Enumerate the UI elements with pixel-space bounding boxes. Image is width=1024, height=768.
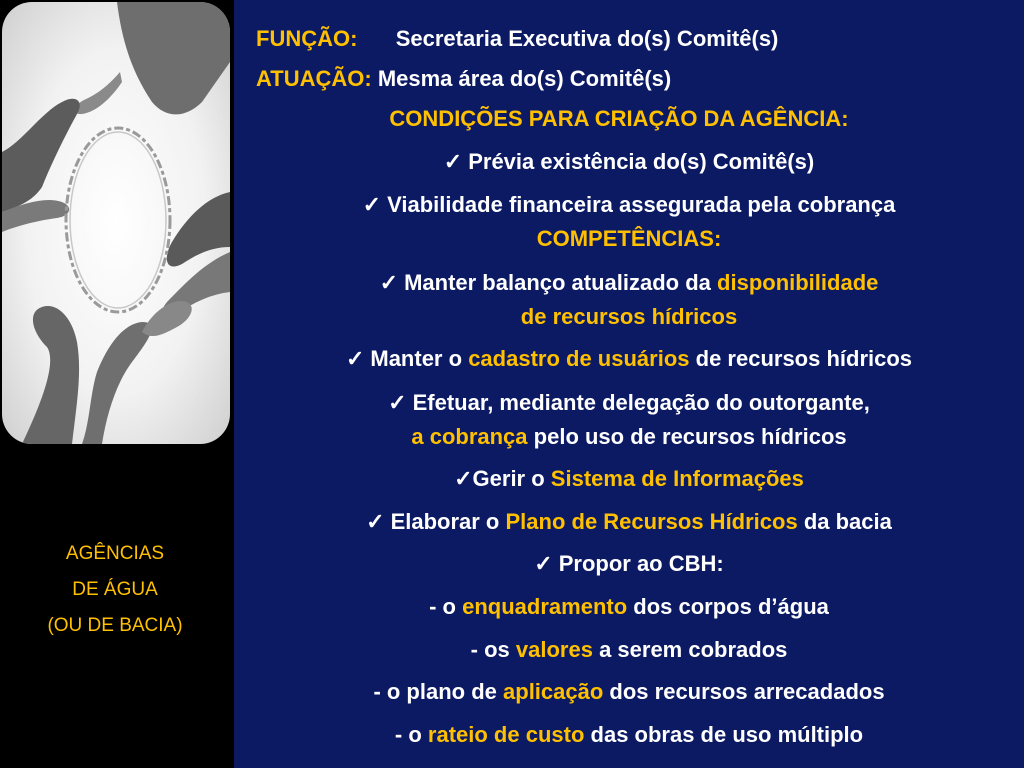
check-icon: ✓: [534, 551, 553, 576]
atuacao-label: ATUAÇÃO:: [256, 66, 372, 91]
funcao-label: FUNÇÃO:: [256, 26, 358, 51]
condicoes-heading: CONDIÇÕES PARA CRIAÇÃO DA AGÊNCIA:: [389, 106, 849, 131]
proposta-2: - os valores a serem cobrados: [470, 637, 788, 662]
check-icon: ✓: [454, 466, 473, 491]
funcao-value: Secretaria Executiva do(s) Comitê(s): [395, 26, 779, 51]
competencia-2: ✓ Manter o cadastro de usuários de recursos hídricos: [345, 346, 913, 371]
proposta-3: - o plano de aplicação dos recursos arrecadados: [373, 679, 885, 704]
side-title-line-3: (OU DE BACIA): [47, 615, 183, 636]
check-icon: ✓: [345, 346, 365, 371]
competencia-4: ✓Gerir o Sistema de Informações: [454, 466, 804, 491]
left-panel: [0, 0, 234, 768]
atuacao-line: [234, 66, 1024, 92]
atuacao-value: Mesma área do(s) Comitê(s): [377, 66, 672, 91]
competencia-1-cont: de recursos hídricos: [520, 304, 738, 329]
side-title-line-1: AGÊNCIAS: [65, 543, 165, 564]
side-title-line-2: DE ÁGUA: [72, 579, 158, 600]
check-icon: ✓: [366, 509, 385, 534]
check-icon: ✓: [379, 270, 399, 295]
proposta-4: - o rateio de custo das obras de uso múltiplo: [394, 722, 864, 747]
side-title: [0, 536, 230, 644]
competencia-1: ✓ Manter balanço atualizado da disponibilidade: [379, 270, 879, 295]
competencia-5: ✓ Elaborar o Plano de Recursos Hídricos da bacia: [366, 509, 892, 534]
competencia-6: ✓ Propor ao CBH:: [534, 551, 724, 576]
competencia-3: ✓ Efetuar, mediante delegação do outorgante,: [388, 390, 870, 415]
condicao-1: ✓ Prévia existência do(s) Comitê(s): [443, 149, 815, 174]
condicao-2: ✓ Viabilidade financeira assegurada pela cobrança: [362, 192, 896, 217]
check-icon: ✓: [388, 390, 407, 415]
hands-circle-icon: [2, 2, 230, 444]
funcao-line: [234, 26, 1024, 52]
hands-circle-image: [2, 2, 230, 444]
check-icon: ✓: [443, 149, 463, 174]
competencia-3-cont: a cobrança pelo uso de recursos hídricos: [411, 424, 847, 449]
competencias-heading: COMPETÊNCIAS:: [536, 226, 722, 251]
check-icon: ✓: [362, 192, 382, 217]
proposta-1: - o enquadramento dos corpos d’água: [429, 594, 829, 619]
